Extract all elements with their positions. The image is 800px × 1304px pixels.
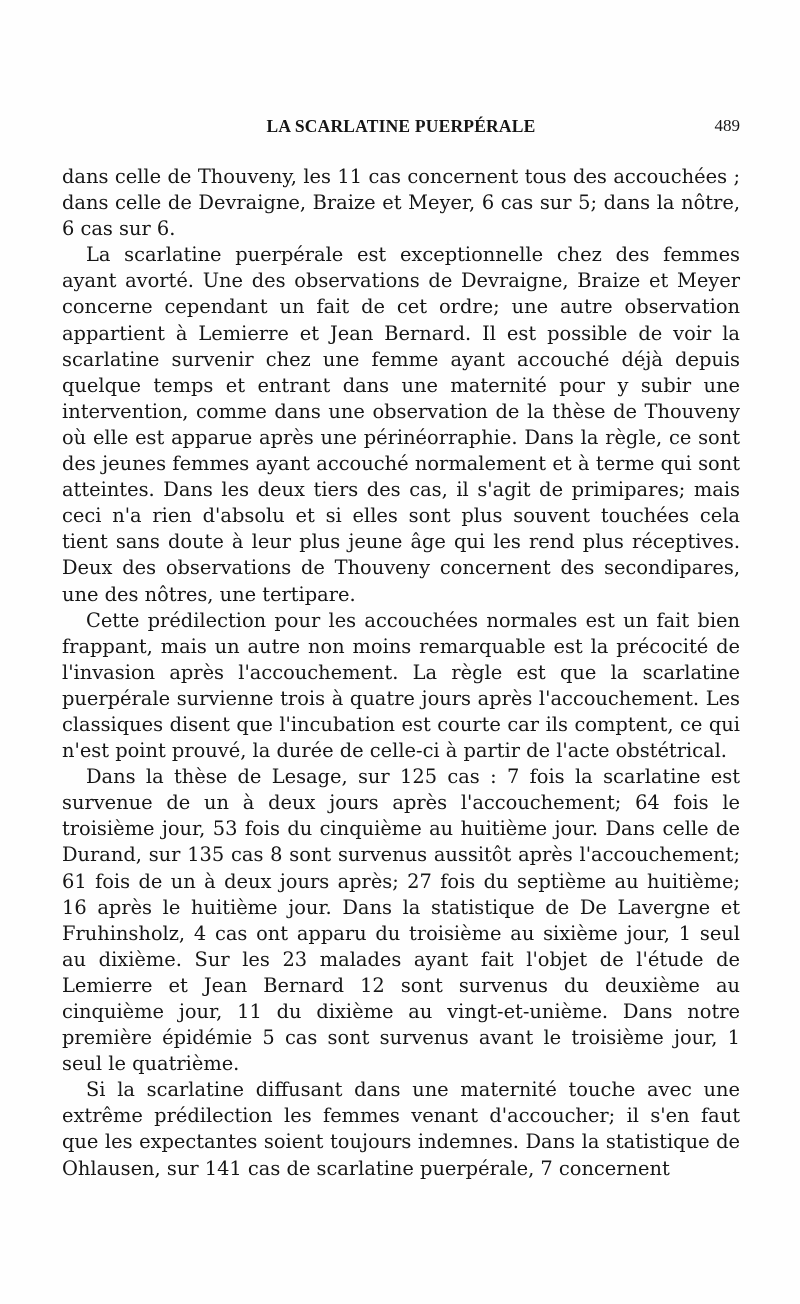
page-number: 489: [714, 116, 740, 135]
paragraph-abortion: La scarlatine puerpérale est exceptionnelle chez des femmes ayant avorté. Une des observations de Devraigne, Braize et Meyer concerne cependant un fait de cet ordre; une autre observation appartient à Lemierre et Jean Bernard. Il est possible de voir la scarlatine survenir chez une femme ayant accouché déjà depuis quelque temps et entrant dans une maternité pour y subir une intervention, comme dans une observation de la thèse de Thouveny où elle est apparue après une périnéorraphie. Dans la règle, ce sont des jeunes femmes ayant accouché normalement et à terme qui sont atteintes. Dans les deux tiers des cas, il s'agit de primipares; mais ceci n'a rien d'absolu et si elles sont plus souvent touchées cela tient sans doute à leur plus jeune âge qui les rend plus réceptives. Deux des observations de Thouveny concernent des secondipares, une des nôtres, une tertipare.: [62, 243, 740, 606]
paragraph-statistics: Dans la thèse de Lesage, sur 125 cas : 7 fois la scarlatine est survenue de un à deux jours après l'accouchement; 64 fois le troisième jour, 53 fois du cinquième au huitième jour. Dans celle de Durand, sur 135 cas 8 sont survenus aussitôt après l'accouchement; 61 fois de un à deux jours après; 27 fois du septième au huitième; 16 après le huitième jour. Dans la statistique de De Lavergne et Fruhinsholz, 4 cas ont apparu du troisième au sixième jour, 1 seul au dixième. Sur les 23 malades ayant fait l'objet de l'étude de Lemierre et Jean Bernard 12 sont survenus du deuxième au cinquième jour, 11 du dixième au vingt-et-unième. Dans notre première épidémie 5 cas sont survenus avant le troisième jour, 1 seul le quatrième.: [62, 765, 740, 1076]
paragraph-predilection: Cette prédilection pour les accouchées normales est un fait bien frappant, mais un autre non moins remarquable est la précocité de l'invasion après l'accouchement. La règle est que la scarlatine puerpérale survienne trois à quatre jours après l'accouchement. Les classiques disent que l'incubation est courte car ils comptent, ce qui n'est point prouvé, la durée de celle-ci à partir de l'acte obstétrical.: [62, 608, 740, 763]
running-title: LA SCARLATINE PUERPÉRALE: [266, 116, 536, 136]
paragraph-expectantes: Si la scarlatine diffusant dans une maternité touche avec une extrême prédilection les femmes venant d'accoucher; il s'en faut que les expectantes soient toujours indemnes. Dans la statistique de Ohlausen, sur 141 cas de scarlatine puerpérale, 7 concernent: [62, 1078, 740, 1180]
page-header: [62, 116, 740, 140]
paragraph-continuation: dans celle de Thouveny, les 11 cas concernent tous des accouchées ; dans celle de Devraigne, Braize et Meyer, 6 cas sur 5; dans la nôtre, 6 cas sur 6.: [62, 165, 740, 241]
body-text: [62, 164, 740, 1182]
